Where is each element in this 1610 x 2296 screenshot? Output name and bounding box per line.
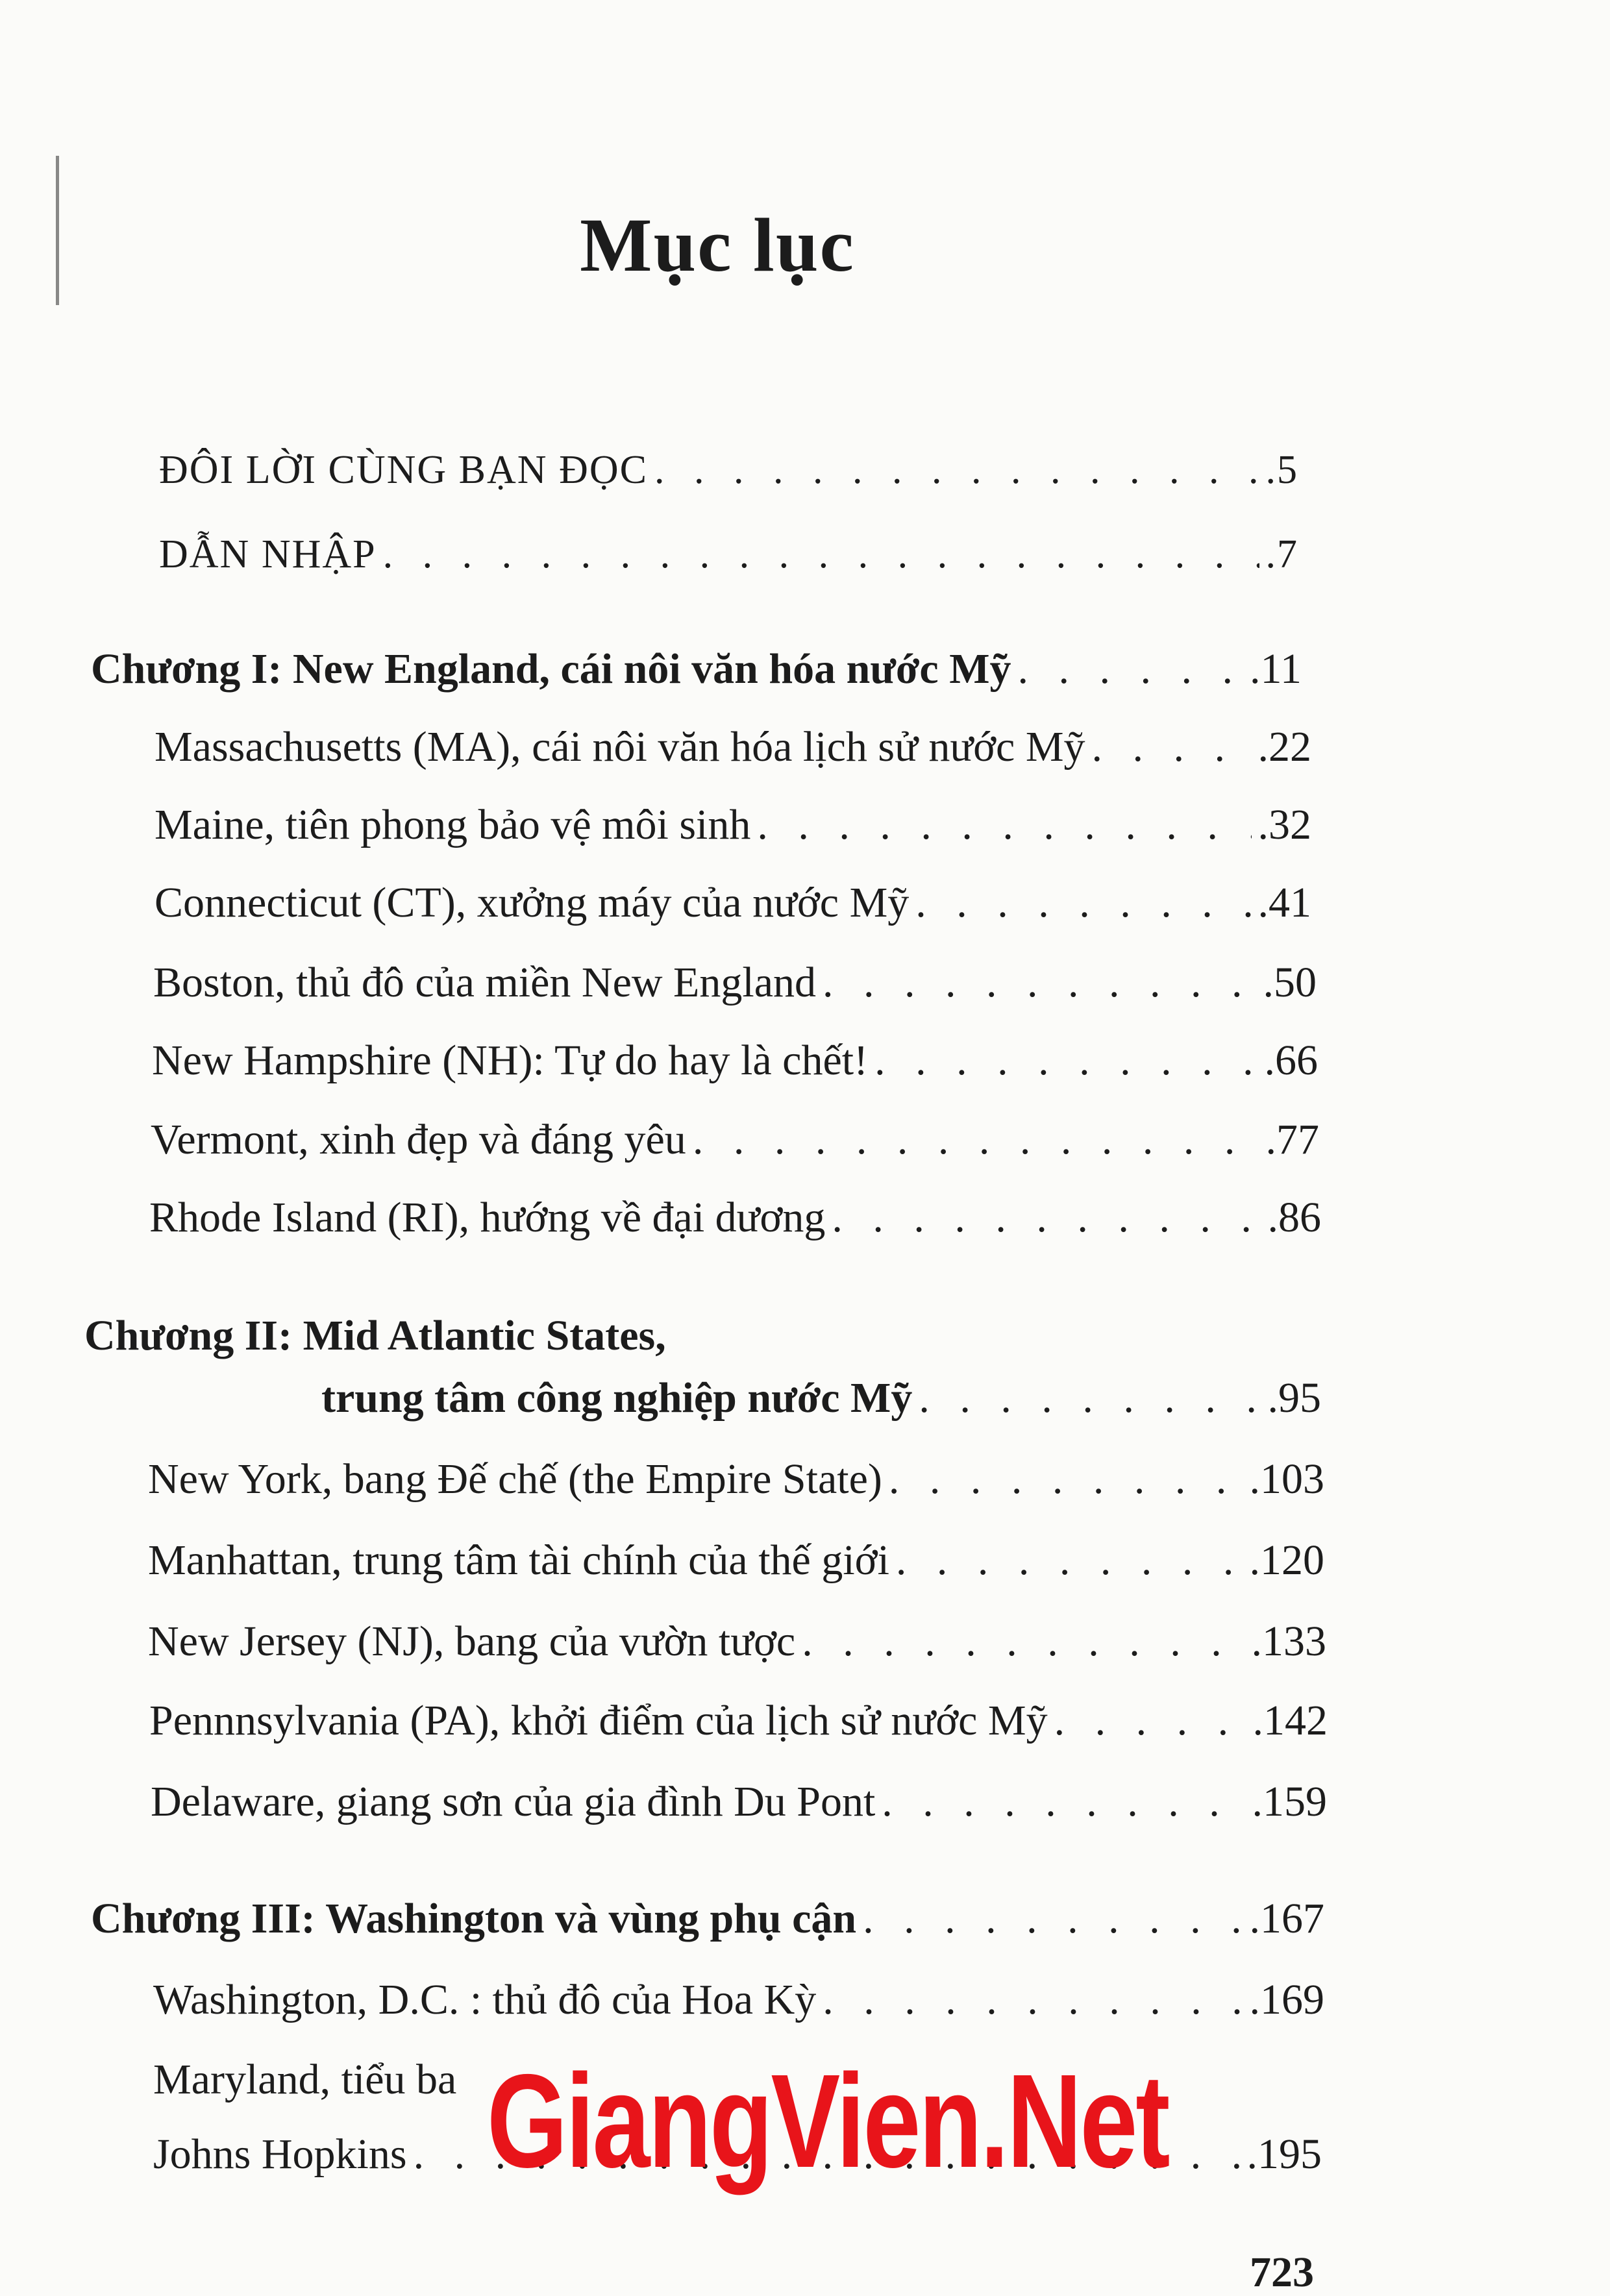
leader-dots [383,532,1259,576]
leader-dots [693,1117,1259,1164]
toc-entry[interactable]: Massachusetts (MA), cái nôi văn hóa lịch sử nước Mỹ . . . .22 [155,724,1311,771]
chapter-2-title-line1: Chương II: Mid Atlantic States, [84,1312,666,1359]
chapter-page: .11 [1249,645,1302,693]
leader-dots [889,1456,1243,1503]
leader-dots [874,1037,1257,1085]
toc-entry[interactable]: Delaware, giang sơn của gia đình Du Pont . . . .159 [151,1779,1327,1826]
leader-dots [654,448,1259,492]
toc-entry-title: ĐÔI LỜI CÙNG BẠN ĐỌC [159,448,648,492]
chapter-page: .167 [1249,1895,1324,1942]
watermark-logo-text: GiangVien.Net [487,2047,1169,2195]
leader-dots [882,1779,1245,1826]
toc-entry-page: .5 [1265,448,1298,492]
leader-dots [863,1895,1243,1943]
chapter-page: .95 [1267,1374,1321,1422]
toc-entry[interactable]: Johns Hopkins . . . .195 [153,2131,1322,2179]
leader-dots [823,959,1256,1007]
leader-dots [832,1194,1261,1242]
toc-chapter-2[interactable] [321,1375,1321,1422]
leader-dots [1092,724,1252,771]
toc-entry-page: .7 [1265,532,1298,576]
toc-chapter-1[interactable] [91,646,1302,693]
leader-dots [757,802,1251,849]
chapter-title: trung tâm công nghiệp nước Mỹ [321,1374,913,1422]
toc-entry-title: DẪN NHẬP [159,532,377,576]
toc-entry[interactable]: Washington, D.C. : thủ đô của Hoa Kỳ . . . .169 [153,1977,1324,2024]
toc-entry-front-1[interactable] [159,448,1298,492]
toc-entry[interactable]: Maine, tiên phong bảo vệ môi sinh . . . .32 [155,802,1311,849]
chapter-title: Chương I: New England, cái nôi văn hóa nước Mỹ [91,645,1011,693]
toc-entry[interactable]: New Jersey (NJ), bang của vườn tược . . . .133 [148,1618,1326,1666]
leader-dots [919,1375,1261,1422]
page-number: 723 [1250,2249,1314,2296]
toc-entry[interactable]: Connecticut (CT), xưởng máy của nước Mỹ . . . .41 [155,880,1311,927]
leader-dots [1018,646,1243,693]
toc-entry[interactable]: New Hampshire (NH): Tự do hay là chết! . . . .66 [152,1037,1318,1085]
leader-dots [1054,1697,1246,1745]
leader-dots [802,1618,1245,1666]
toc-entry[interactable]: New York, bang Đế chế (the Empire State) . . . .103 [148,1456,1324,1503]
toc-entry[interactable]: Manhattan, trung tâm tài chính của thế giới . . . .120 [148,1537,1324,1585]
chapter-title: Chương III: Washington và vùng phụ cận [91,1895,857,1942]
leader-dots [915,880,1251,927]
toc-entry[interactable]: Pennnsylvania (PA), khởi điểm của lịch sử nước Mỹ . . . .142 [149,1697,1328,1745]
leader-dots [823,1977,1243,2024]
toc-entry[interactable]: Boston, thủ đô của miền New England . . . .50 [153,959,1317,1007]
toc-entry[interactable]: Rhode Island (RI), hướng về đại dương . . . .86 [149,1194,1321,1242]
toc-chapter-3[interactable] [91,1895,1324,1943]
leader-dots [896,1537,1243,1585]
toc-entry[interactable]: Vermont, xinh đẹp và đáng yêu . . . .77 [151,1117,1319,1164]
toc-entry-front-2[interactable] [159,532,1298,576]
page-title: Mục lục [580,203,855,288]
toc-entry[interactable]: Maryland, tiểu ba [153,2056,457,2103]
